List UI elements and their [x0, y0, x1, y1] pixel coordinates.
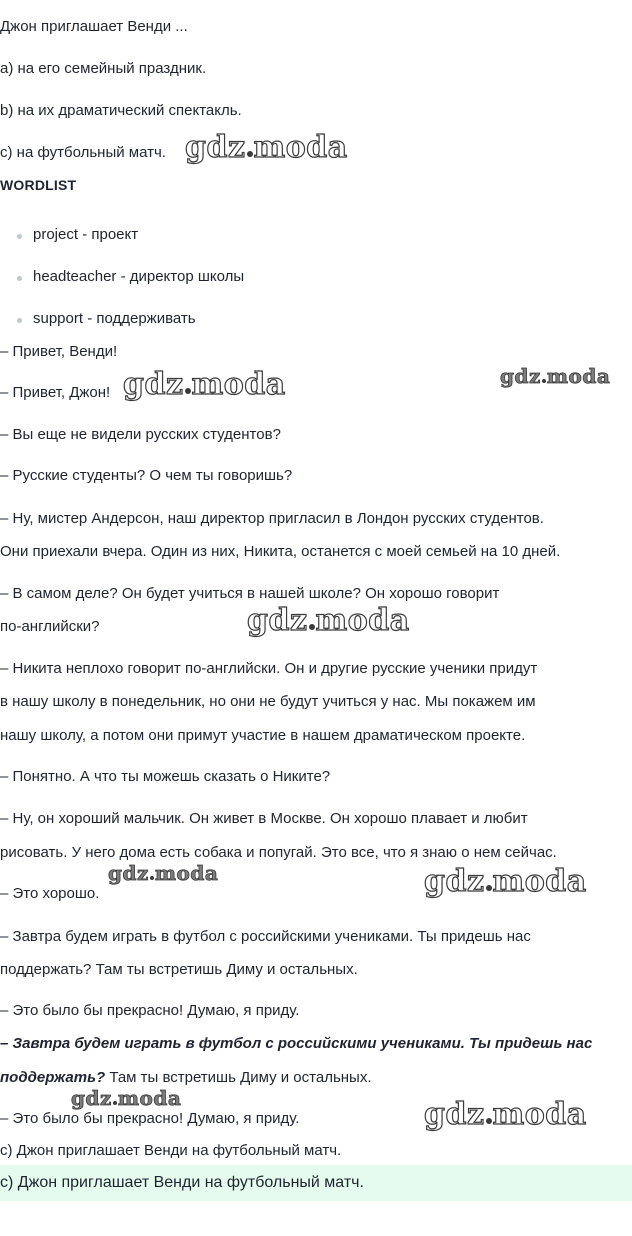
- option-c: с) на футбольный матч.: [0, 144, 166, 161]
- dialogue-line: в нашу школу в понедельник, но они не будут учиться у нас. Мы покажем им: [0, 693, 536, 710]
- dialogue-line: – Ну, он хороший мальчик. Он живет в Москве. Он хорошо плавает и любит: [0, 810, 528, 827]
- dialogue-line: – Ну, мистер Андерсон, наш директор пригласил в Лондон русских студентов.: [0, 510, 544, 527]
- dialogue-line: – Завтра будем играть в футбол с российскими учениками. Ты придешь нас: [0, 928, 531, 945]
- highlight-line: [0, 1068, 372, 1088]
- dialogue-line: – Это хорошо.: [0, 885, 100, 902]
- dialogue-line: – Привет, Венди!: [0, 343, 118, 360]
- watermark-logo: gdz moda: [424, 864, 587, 899]
- bullet-icon: [17, 318, 22, 323]
- watermark-logo: gdz moda: [424, 1097, 587, 1132]
- highlight-bold: поддержать?: [0, 1069, 106, 1086]
- highlight-rest: Там ты встретишь Диму и остальных.: [105, 1069, 372, 1086]
- highlight-line: – Завтра будем играть в футбол с российскими учениками. Ты придешь нас: [0, 1035, 593, 1052]
- question-prompt: Джон приглашает Венди ...: [0, 18, 188, 35]
- watermark-logo: gdz moda: [108, 861, 219, 885]
- highlight-line: – Это было бы прекрасно! Думаю, я приду.: [0, 1110, 300, 1127]
- watermark-logo: gdz moda: [500, 364, 611, 388]
- dialogue-line: – Понятно. А что ты можешь сказать о Никите?: [0, 768, 331, 785]
- dialogue-line: – Это было бы прекрасно! Думаю, я приду.: [0, 1002, 300, 1019]
- dialogue-line: – Привет, Джон!: [0, 384, 111, 401]
- wordlist-item: headteacher - директор школы: [33, 268, 245, 285]
- wordlist-item: support - поддерживать: [33, 310, 196, 327]
- wordlist-heading: WORDLIST: [0, 177, 77, 193]
- dialogue-line: рисовать. У него дома есть собака и попугай. Это все, что я знаю о нем сейчас.: [0, 844, 557, 861]
- answer-text: с) Джон приглашает Венди на футбольный матч.: [0, 1142, 342, 1159]
- dialogue-line: по-английски?: [0, 618, 100, 635]
- dialogue-line: – В самом деле? Он будет учиться в нашей школе? Он хорошо говорит: [0, 585, 500, 602]
- wordlist-item: project - проект: [33, 226, 139, 243]
- bullet-icon: [17, 276, 22, 281]
- option-b: b) на их драматический спектакль.: [0, 102, 242, 119]
- watermark-logo: gdz moda: [185, 130, 348, 165]
- dialogue-line: поддержать? Там ты встретишь Диму и остальных.: [0, 961, 358, 978]
- bullet-icon: [17, 234, 22, 239]
- dialogue-line: – Вы еще не видели русских студентов?: [0, 426, 281, 443]
- watermark-logo: gdz moda: [123, 367, 286, 402]
- dialogue-line: нашу школу, а потом они примут участие в нашем драматическом проекте.: [0, 727, 526, 744]
- watermark-logo: gdz moda: [71, 1086, 182, 1110]
- watermark-logo: gdz moda: [247, 603, 410, 638]
- dialogue-line: – Русские студенты? О чем ты говоришь?: [0, 467, 293, 484]
- dialogue-line: Они приехали вчера. Один из них, Никита, останется с моей семьей на 10 дней.: [0, 543, 561, 560]
- answer-box-text: с) Джон приглашает Венди на футбольный матч.: [0, 1174, 364, 1191]
- option-a: а) на его семейный праздник.: [0, 60, 207, 77]
- dialogue-line: – Никита неплохо говорит по-английски. Он и другие русские ученики придут: [0, 660, 538, 677]
- answer-box: [0, 1165, 632, 1201]
